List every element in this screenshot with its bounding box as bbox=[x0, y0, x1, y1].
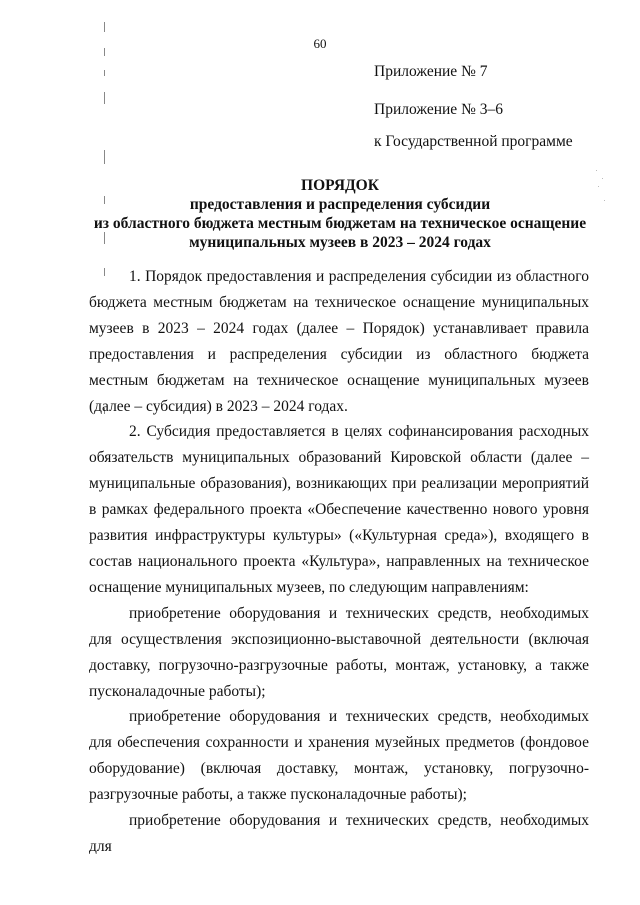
paragraph-2: 2. Субсидия предоставляется в целях софинансирования расходных обязательств муниципальных образований Кировской области (далее – муниципальные образования), возникающих при реализации мероприятий в рамках федерального проекта «Обеспечение качественно нового уровня развития инфраструктуры культуры» («Культурная среда»), входящего в состав национального проекта «Культура», направленных на техническое оснащение муниципальных музеев, по следующим направлениям: bbox=[89, 423, 589, 596]
appendix-number-line: Приложение № 7 bbox=[374, 63, 488, 80]
appendix-program-line: к Государственной программе bbox=[374, 133, 573, 150]
document-body bbox=[89, 264, 589, 860]
title-line-3: муниципальных музеев в 2023 – 2024 годах bbox=[189, 234, 491, 251]
title-line-2: из областного бюджета местным бюджетам на техническое оснащение bbox=[93, 215, 587, 232]
appendix-subnumber-line: Приложение № 3–6 bbox=[374, 101, 503, 118]
page-number: 60 bbox=[313, 36, 327, 51]
paragraph-direction-1: приобретение оборудования и технических средств, необходимых для осуществления экспозиционно-выставочной деятельности (включая доставку, погрузочно-разгрузочные работы, монтаж, установку, а также пусконаладочные работы); bbox=[89, 604, 589, 700]
paragraph-direction-2: приобретение оборудования и технических средств, необходимых для обеспечения сохранности и хранения музейных предметов (фондовое оборудование) (включая доставку, монтаж, установку, погрузочно-разгрузочные работы, а также пусконаладочные работы); bbox=[89, 708, 589, 804]
paragraph-direction-3: приобретение оборудования и технических средств, необходимых для bbox=[89, 812, 589, 855]
title-line-1: предоставления и распределения субсидии bbox=[189, 196, 491, 213]
paragraph-1: 1. Порядок предоставления и распределения субсидии из областного бюджета местным бюджетам на техническое оснащение муниципальных музеев в 2023 – 2024 годах (далее – Порядок) устанавливает правила предоставления и распределения субсидии из областного бюджета местным бюджетам на техническое оснащение муниципальных музеев (далее – субсидия) в 2023 – 2024 годах. bbox=[89, 268, 589, 415]
title-heading: ПОРЯДОК bbox=[301, 177, 379, 194]
document-title bbox=[90, 176, 590, 252]
